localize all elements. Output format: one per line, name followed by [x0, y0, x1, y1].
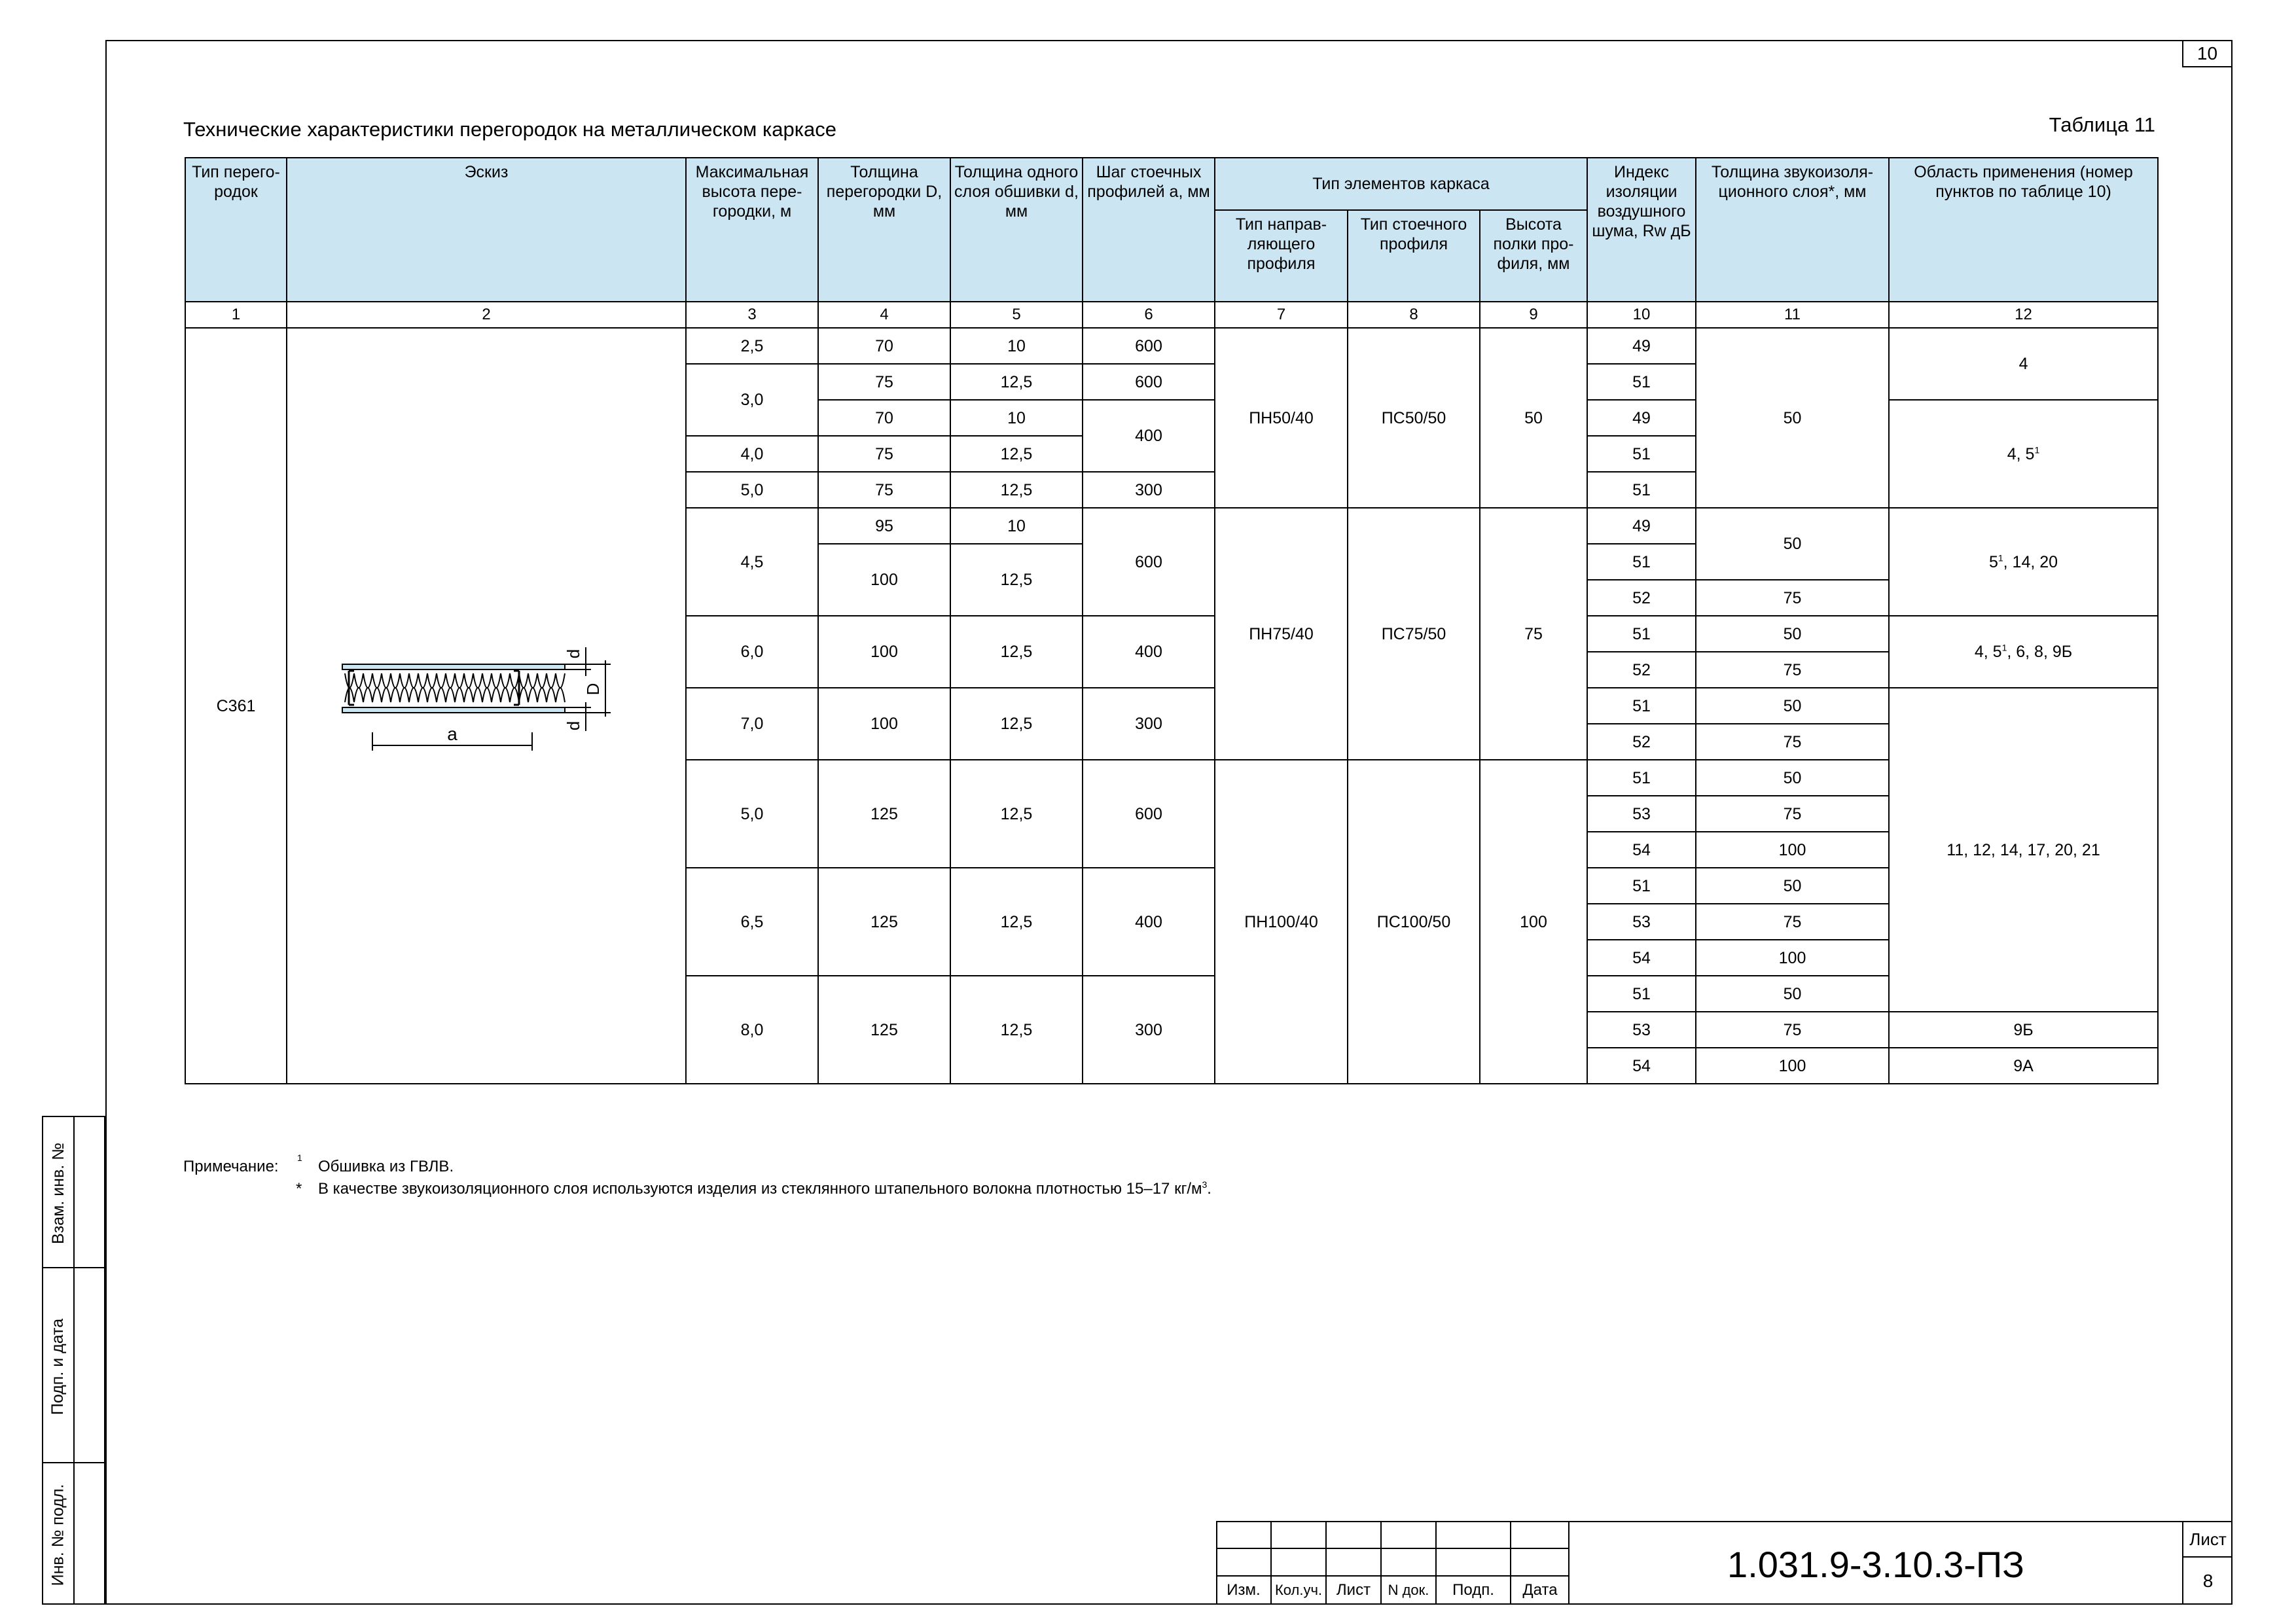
header-rw: Индекс изоляции воздушного шума, Rw дБ: [1587, 158, 1696, 302]
application-area: 9Б: [1889, 1012, 2158, 1048]
thickness: 125: [818, 976, 950, 1084]
rw-index: 52: [1587, 652, 1696, 688]
notes-label: Примечание:: [183, 1158, 279, 1175]
layer-thickness: 10: [950, 400, 1083, 436]
rw-index: 52: [1587, 580, 1696, 616]
rw-index: 51: [1587, 436, 1696, 472]
footnote-mark: 1: [2034, 444, 2040, 455]
layer-thickness: 12,5: [950, 868, 1083, 976]
column-number: 6: [1083, 302, 1215, 328]
insulation-thickness: 75: [1696, 652, 1889, 688]
tb-col-izm: Изм.: [1227, 1581, 1261, 1599]
table-row: [185, 328, 2158, 364]
insulation-thickness: 100: [1696, 1048, 1889, 1084]
side-stamp: [42, 1116, 105, 1605]
stamp-podp-label: Подп. и дата: [48, 1318, 67, 1415]
area-text: 4, 5: [1974, 643, 2002, 661]
insulation-thickness: 50: [1696, 328, 1889, 508]
stud-spacing: 400: [1083, 400, 1215, 472]
column-number: 5: [950, 302, 1083, 328]
tb-col-koluch: Кол.уч.: [1274, 1582, 1323, 1598]
note-1: 1 Обшивка из ГВЛВ.: [297, 1152, 454, 1175]
note-2-mark: *: [296, 1180, 302, 1198]
thickness: 75: [818, 436, 950, 472]
application-area: 9А: [1889, 1048, 2158, 1084]
sheet-label: Лист: [2183, 1522, 2233, 1558]
max-height: 6,0: [686, 616, 818, 688]
note-2-end: .: [1207, 1180, 1211, 1198]
insulation-thickness: 75: [1696, 1012, 1889, 1048]
thickness: 100: [818, 616, 950, 688]
max-height: 5,0: [686, 472, 818, 508]
application-area: [1889, 508, 2158, 616]
layer-thickness: 12,5: [950, 436, 1083, 472]
insulation-thickness: 75: [1696, 724, 1889, 760]
area-text: 4, 5: [2007, 444, 2035, 463]
rw-index: 54: [1587, 832, 1696, 868]
tb-col-podp: Подп.: [1452, 1581, 1494, 1599]
insulation-thickness: 75: [1696, 904, 1889, 940]
layer-thickness: 12,5: [950, 688, 1083, 760]
rw-index: 51: [1587, 760, 1696, 796]
max-height: 3,0: [686, 364, 818, 436]
stamp-vzam-label: Взам. инв. №: [48, 1143, 67, 1244]
rw-index: 51: [1587, 688, 1696, 724]
tb-col-list: Лист: [1336, 1581, 1371, 1599]
rw-index: 53: [1587, 1012, 1696, 1048]
sheet-number: 8: [2202, 1571, 2214, 1591]
application-area: [1889, 400, 2158, 508]
header-insulation: Толщина звукоизоля-ционного слоя*, мм: [1696, 158, 1889, 302]
layer-thickness: 12,5: [950, 976, 1083, 1084]
insulation-thickness: 50: [1696, 760, 1889, 796]
tb-col-ndok: N док.: [1388, 1582, 1429, 1598]
insulation-thickness: 50: [1696, 508, 1889, 580]
table-label: Таблица 11: [2049, 113, 2155, 136]
header-stud-spacing: Шаг стоечных профилей а, мм: [1083, 158, 1215, 302]
thickness: 70: [818, 400, 950, 436]
thickness: 75: [818, 364, 950, 400]
column-numbers-row: [185, 302, 2158, 328]
header-flange-height: Высота полки про-филя, мм: [1480, 210, 1587, 302]
sheet-box: [2182, 1521, 2233, 1605]
note-2-text: В качестве звукоизоляционного слоя используются изделия из стеклянного штапельного волокна плотностью 15–17 кг/м: [318, 1180, 1202, 1198]
thickness: 100: [818, 544, 950, 616]
max-height: 4,0: [686, 436, 818, 472]
note-1-text: Обшивка из ГВЛВ.: [318, 1158, 454, 1175]
insulation-thickness: 50: [1696, 688, 1889, 724]
stamp-vzam: [42, 1116, 105, 1268]
guide-profile: ПН100/40: [1215, 760, 1348, 1084]
max-height: 2,5: [686, 328, 818, 364]
footnote-mark: 1: [1998, 552, 2003, 563]
thickness: 125: [818, 760, 950, 868]
stud-spacing: 300: [1083, 688, 1215, 760]
rw-index: 53: [1587, 904, 1696, 940]
stamp-inv: [42, 1462, 105, 1605]
stud-spacing: 400: [1083, 616, 1215, 688]
sketch-cell: [287, 328, 686, 1084]
column-number: 4: [818, 302, 950, 328]
column-number: 1: [185, 302, 287, 328]
header-sketch: Эскиз: [287, 158, 686, 302]
layer-thickness: 12,5: [950, 760, 1083, 868]
header-frame-elements: Тип элементов каркаса: [1215, 158, 1587, 210]
application-area: 4: [1889, 328, 2158, 400]
insulation-thickness: 50: [1696, 976, 1889, 1012]
rw-index: 54: [1587, 940, 1696, 976]
area-text: , 14, 20: [2003, 552, 2058, 571]
rw-index: 51: [1587, 364, 1696, 400]
header-guide-profile: Тип направ-ляющего профиля: [1215, 210, 1348, 302]
max-height: 8,0: [686, 976, 818, 1084]
layer-thickness: 10: [950, 328, 1083, 364]
layer-thickness: 12,5: [950, 616, 1083, 688]
footnote-mark: 1: [2001, 642, 2007, 653]
insulation-thickness: 100: [1696, 940, 1889, 976]
stud-spacing: 300: [1083, 472, 1215, 508]
layer-thickness: 12,5: [950, 544, 1083, 616]
header-type: Тип перего-родок: [185, 158, 287, 302]
column-number: 2: [287, 302, 686, 328]
insulation-thickness: 75: [1696, 580, 1889, 616]
area-text: 5: [1988, 552, 1998, 571]
header-application: Область применения (номер пунктов по таблице 10): [1889, 158, 2158, 302]
guide-profile: ПН50/40: [1215, 328, 1348, 508]
insulation-thickness: 100: [1696, 832, 1889, 868]
stud-spacing: 600: [1083, 760, 1215, 868]
stamp-inv-label: Инв. № подл.: [48, 1484, 67, 1586]
rw-index: 51: [1587, 976, 1696, 1012]
rw-index: 51: [1587, 544, 1696, 580]
max-height: 4,5: [686, 508, 818, 616]
rw-index: 49: [1587, 400, 1696, 436]
document-title: Технические характеристики перегородок на металлическом каркасе: [183, 118, 836, 141]
sketch-label-D: D: [583, 683, 603, 695]
rw-index: 51: [1587, 472, 1696, 508]
note-2: [293, 1180, 1211, 1198]
header-layer-thickness: Толщина одного слоя обшивки d, мм: [950, 158, 1083, 302]
sketch-label-a: a: [447, 723, 457, 744]
header-thickness: Толщина перегородки D, мм: [818, 158, 950, 302]
rw-index: 51: [1587, 616, 1696, 652]
max-height: 7,0: [686, 688, 818, 760]
rw-index: 51: [1587, 868, 1696, 904]
rw-index: 54: [1587, 1048, 1696, 1084]
area-text: , 6, 8, 9Б: [2007, 643, 2073, 661]
stud-profile: ПС75/50: [1348, 508, 1480, 760]
column-number: 3: [686, 302, 818, 328]
column-number: 8: [1348, 302, 1480, 328]
column-number: 11: [1696, 302, 1889, 328]
insulation-thickness: 50: [1696, 616, 1889, 652]
max-height: 5,0: [686, 760, 818, 868]
column-number: 7: [1215, 302, 1348, 328]
rw-index: 52: [1587, 724, 1696, 760]
application-area: 11, 12, 14, 17, 20, 21: [1889, 688, 2158, 1012]
thickness: 125: [818, 868, 950, 976]
insulation-thickness: 50: [1696, 868, 1889, 904]
thickness: 75: [818, 472, 950, 508]
layer-thickness: 12,5: [950, 472, 1083, 508]
document-code: 1.031.9-3.10.3-ПЗ: [1570, 1521, 2182, 1606]
page-number-top: 10: [2182, 40, 2233, 67]
title-block-grid: [1216, 1521, 1570, 1605]
stud-spacing: 600: [1083, 508, 1215, 616]
stud-spacing: 600: [1083, 364, 1215, 400]
thickness: 95: [818, 508, 950, 544]
flange-height: 75: [1480, 508, 1587, 760]
rw-index: 49: [1587, 328, 1696, 364]
header-stud-profile: Тип стоечного профиля: [1348, 210, 1480, 302]
partition-type: С361: [185, 328, 287, 1084]
flange-height: 100: [1480, 760, 1587, 1084]
thickness: 70: [818, 328, 950, 364]
layer-thickness: 12,5: [950, 364, 1083, 400]
insulation-thickness: 75: [1696, 796, 1889, 832]
stud-profile: ПС50/50: [1348, 328, 1480, 508]
flange-height: 50: [1480, 328, 1587, 508]
stud-spacing: 400: [1083, 868, 1215, 976]
column-number: 9: [1480, 302, 1587, 328]
guide-profile: ПН75/40: [1215, 508, 1348, 760]
rw-index: 49: [1587, 508, 1696, 544]
notes-list: [293, 1152, 1211, 1198]
column-number: 10: [1587, 302, 1696, 328]
stamp-podp: [42, 1267, 105, 1463]
note-2-sup: 3: [1202, 1179, 1208, 1190]
column-number: 12: [1889, 302, 2158, 328]
stud-spacing: 600: [1083, 328, 1215, 364]
sketch-label-d-top: d: [564, 649, 583, 658]
tb-col-data: Дата: [1522, 1581, 1558, 1599]
header-max-height: Максимальная высота пере-городки, м: [686, 158, 818, 302]
stud-profile: ПС100/50: [1348, 760, 1480, 1084]
application-area: [1889, 616, 2158, 688]
max-height: 6,5: [686, 868, 818, 976]
rw-index: 53: [1587, 796, 1696, 832]
sketch-label-d-bottom: d: [564, 721, 583, 730]
layer-thickness: 10: [950, 508, 1083, 544]
thickness: 100: [818, 688, 950, 760]
partition-sketch: [303, 634, 670, 778]
stud-spacing: 300: [1083, 976, 1215, 1084]
specification-table: [185, 157, 2159, 1084]
